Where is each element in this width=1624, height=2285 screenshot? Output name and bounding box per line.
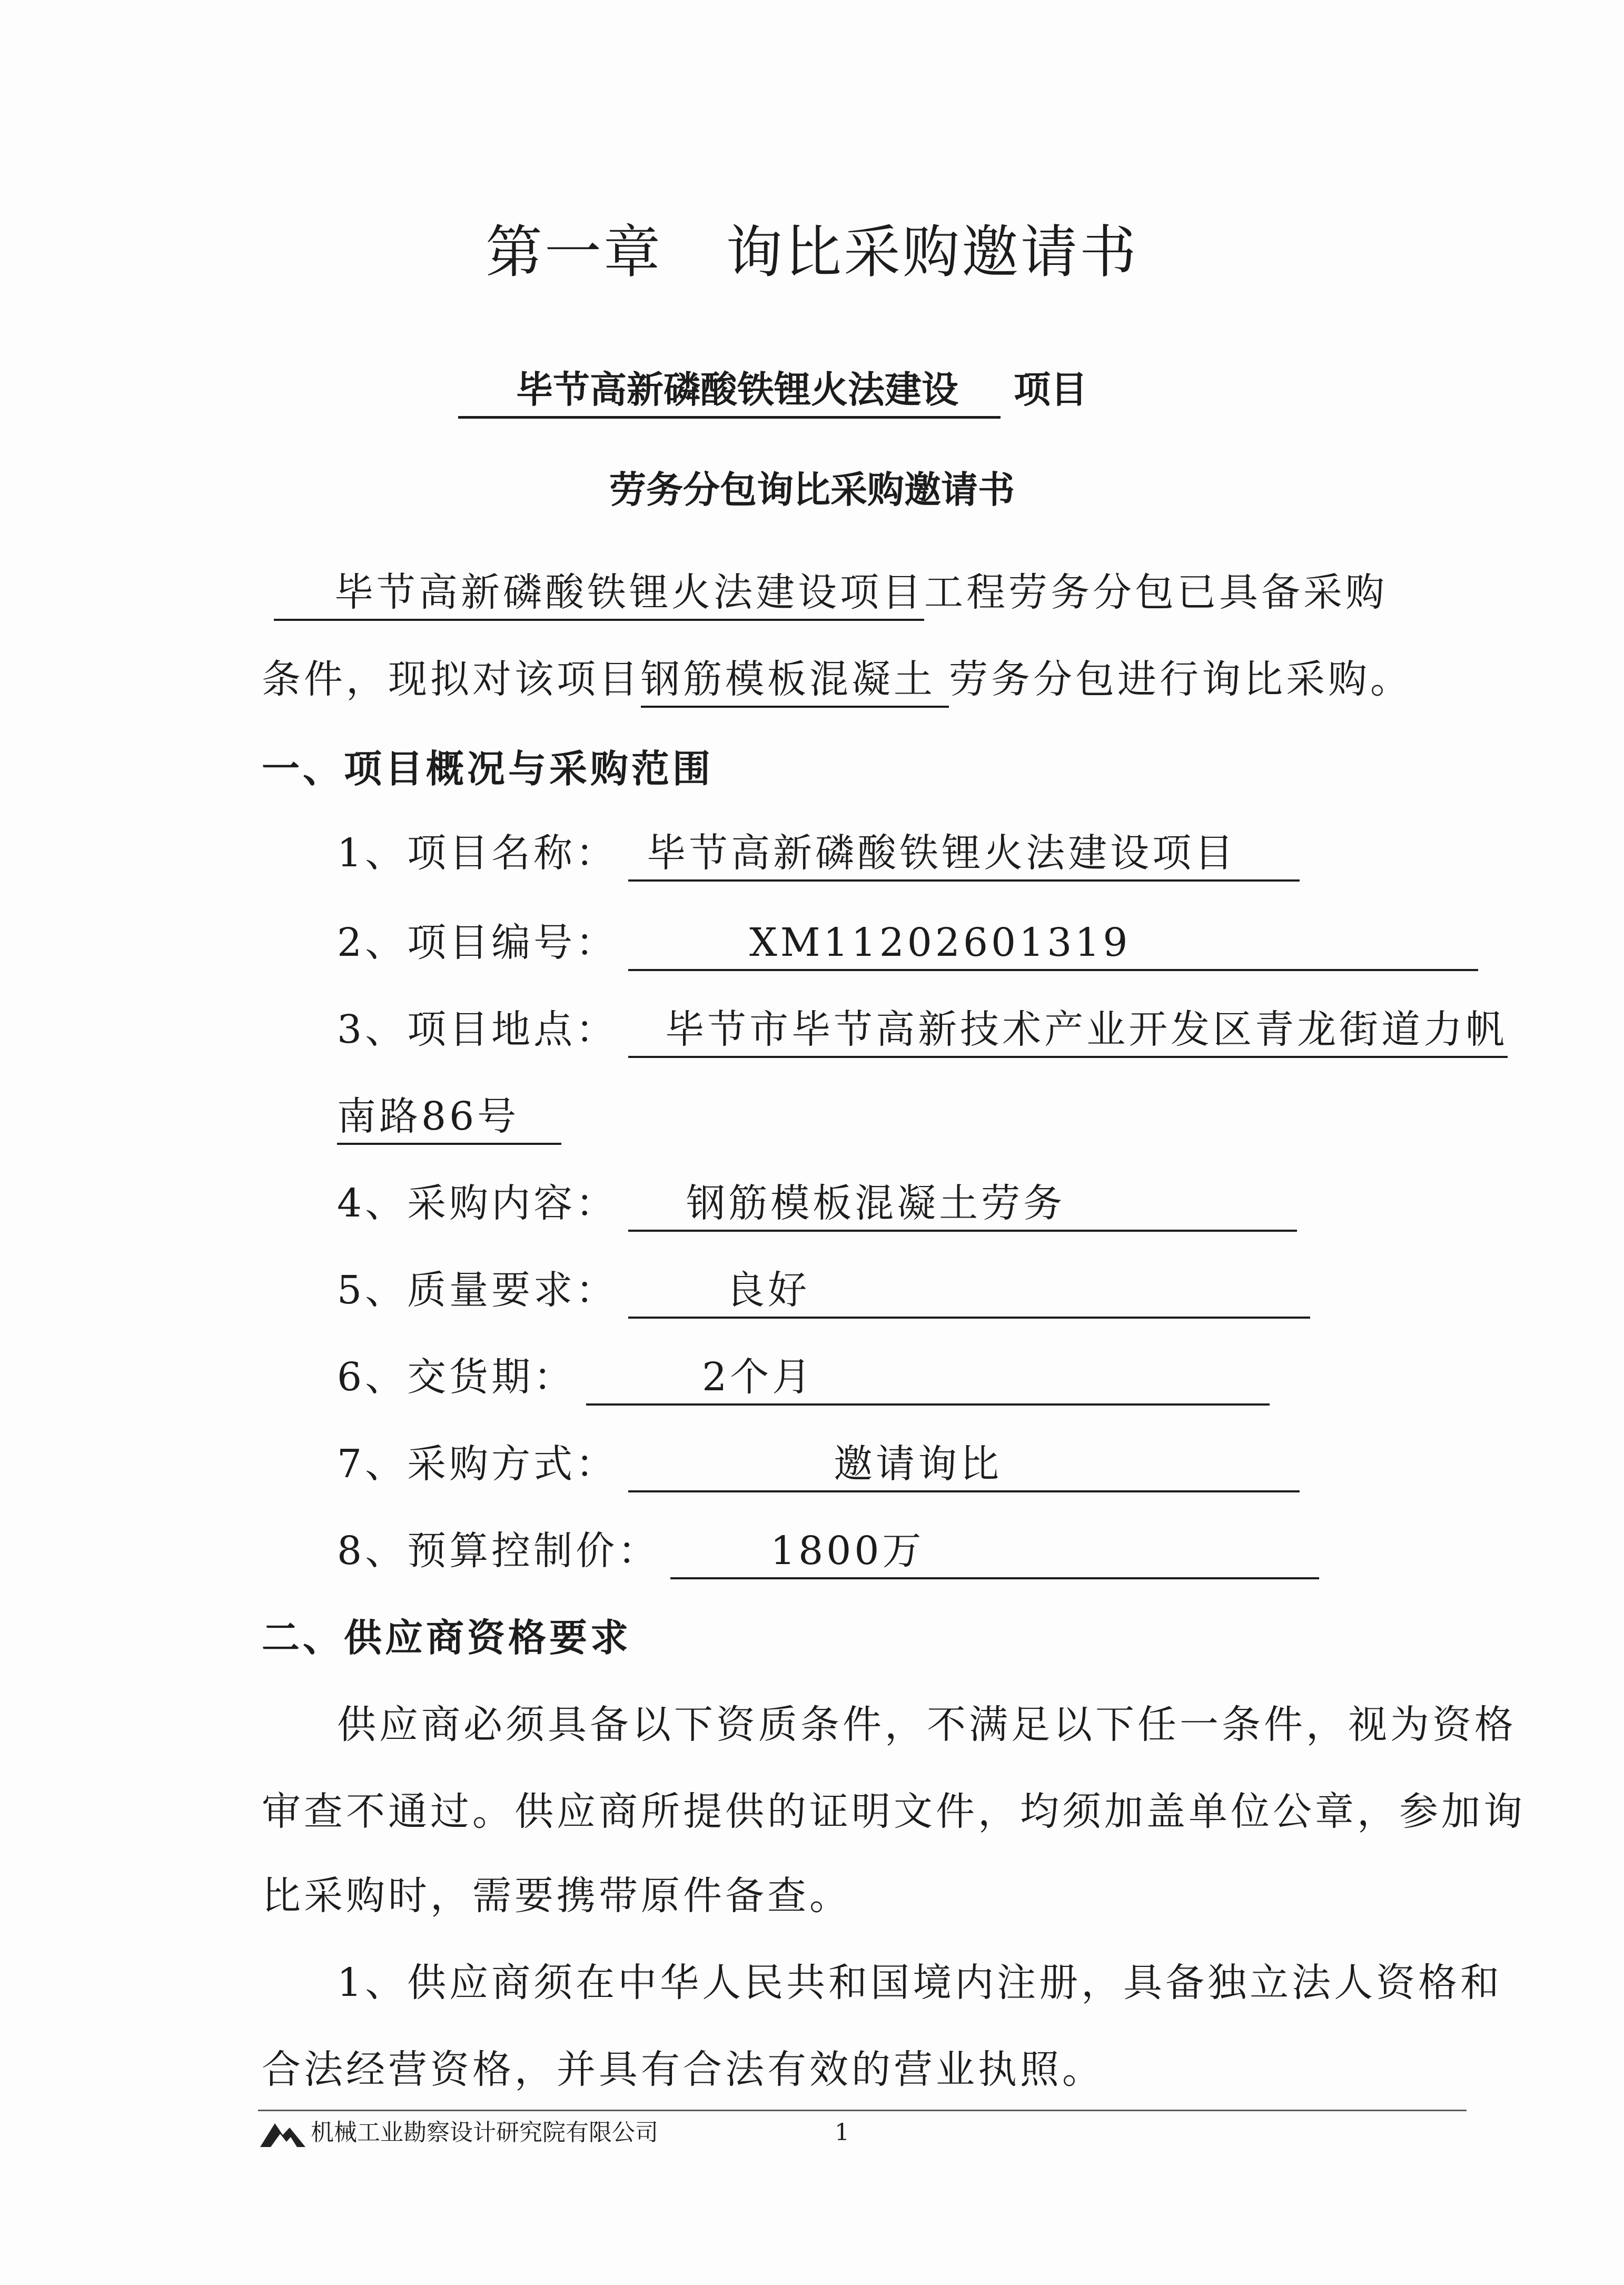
intro-project-name: 毕节高新磷酸铁锂火法建设项目 [274,566,924,621]
page-number: 1 [835,2119,849,2146]
intro-text-2b: 劳务分包进行询比采购。 [949,657,1412,702]
intro-line-1 [334,566,1388,621]
item-label: 3、项目地点： [337,1007,618,1052]
item-label: 6、交货期： [337,1354,576,1400]
chapter-name: 询比采购邀请书 [726,220,1139,285]
footer-company: 机械工业勘察设计研究院有限公司 [311,2119,658,2146]
item-label: 5、质量要求： [337,1268,618,1313]
project-header-name: 毕节高新磷酸铁锂火法建设 [458,363,1001,419]
project-header-suffix: 项目 [1014,368,1087,411]
item-value: 2个月 [586,1351,1270,1406]
item-project-location-cont [337,1090,561,1145]
section-1-heading: 一、项目概况与采购范围 [262,747,714,791]
qual-para-2-line-1: 1、供应商须在中华人民共和国境内注册，具备独立法人资格和 [337,1960,1503,2005]
item-value-cont: 南路86号 [337,1090,561,1145]
intro-text-1: 工程劳务分包已具备采购 [924,570,1388,615]
chapter-title [0,213,1624,292]
intro-text-2a: 条件，现拟对该项目 [262,657,641,702]
item-value: 钢筋模板混凝土劳务 [628,1177,1297,1232]
section-2-heading: 二、供应商资格要求 [262,1616,632,1660]
item-delivery [337,1351,1270,1406]
item-value: 良好 [628,1264,1310,1319]
item-label: 1、项目名称： [337,830,618,876]
qual-para-2-line-2: 合法经营资格，并具有合法有效的营业执照。 [262,2047,1104,2092]
item-value: XM11202601319 [628,916,1478,971]
item-value: 毕节高新磷酸铁锂火法建设项目 [628,827,1300,882]
qual-para-1-line-2: 审查不通过。供应商所提供的证明文件，均须加盖单位公章，参加询 [262,1789,1526,1834]
item-label: 2、项目编号： [337,920,618,965]
item-value: 邀请询比 [628,1438,1300,1492]
item-procurement-content [337,1177,1297,1232]
qual-para-1-line-3: 比采购时，需要携带原件备查。 [262,1873,851,1918]
item-label: 4、采购内容： [337,1181,618,1226]
item-project-name [337,827,1300,882]
intro-scope: 钢筋模板混凝土 [641,653,949,708]
invitation-title: 劳务分包询比采购邀请书 [609,468,1015,511]
item-value: 1800万 [670,1525,1319,1579]
project-header [516,363,1087,419]
qual-para-1-line-1: 供应商必须具备以下资质条件，不满足以下任一条件，视为资格 [337,1702,1517,1747]
item-project-location [337,1003,1508,1058]
item-label: 7、采购方式： [337,1441,618,1487]
mountain-logo-icon [259,2118,306,2150]
item-budget [337,1525,1319,1579]
item-label: 8、预算控制价： [337,1528,660,1574]
item-procurement-method [337,1438,1300,1492]
item-project-code [337,916,1478,971]
item-value: 毕节市毕节高新技术产业开发区青龙街道力帆 [628,1003,1508,1058]
footer-divider [258,2110,1467,2111]
intro-line-2 [262,653,1412,708]
chapter-number: 第一章 [485,220,662,285]
item-quality [337,1264,1310,1319]
